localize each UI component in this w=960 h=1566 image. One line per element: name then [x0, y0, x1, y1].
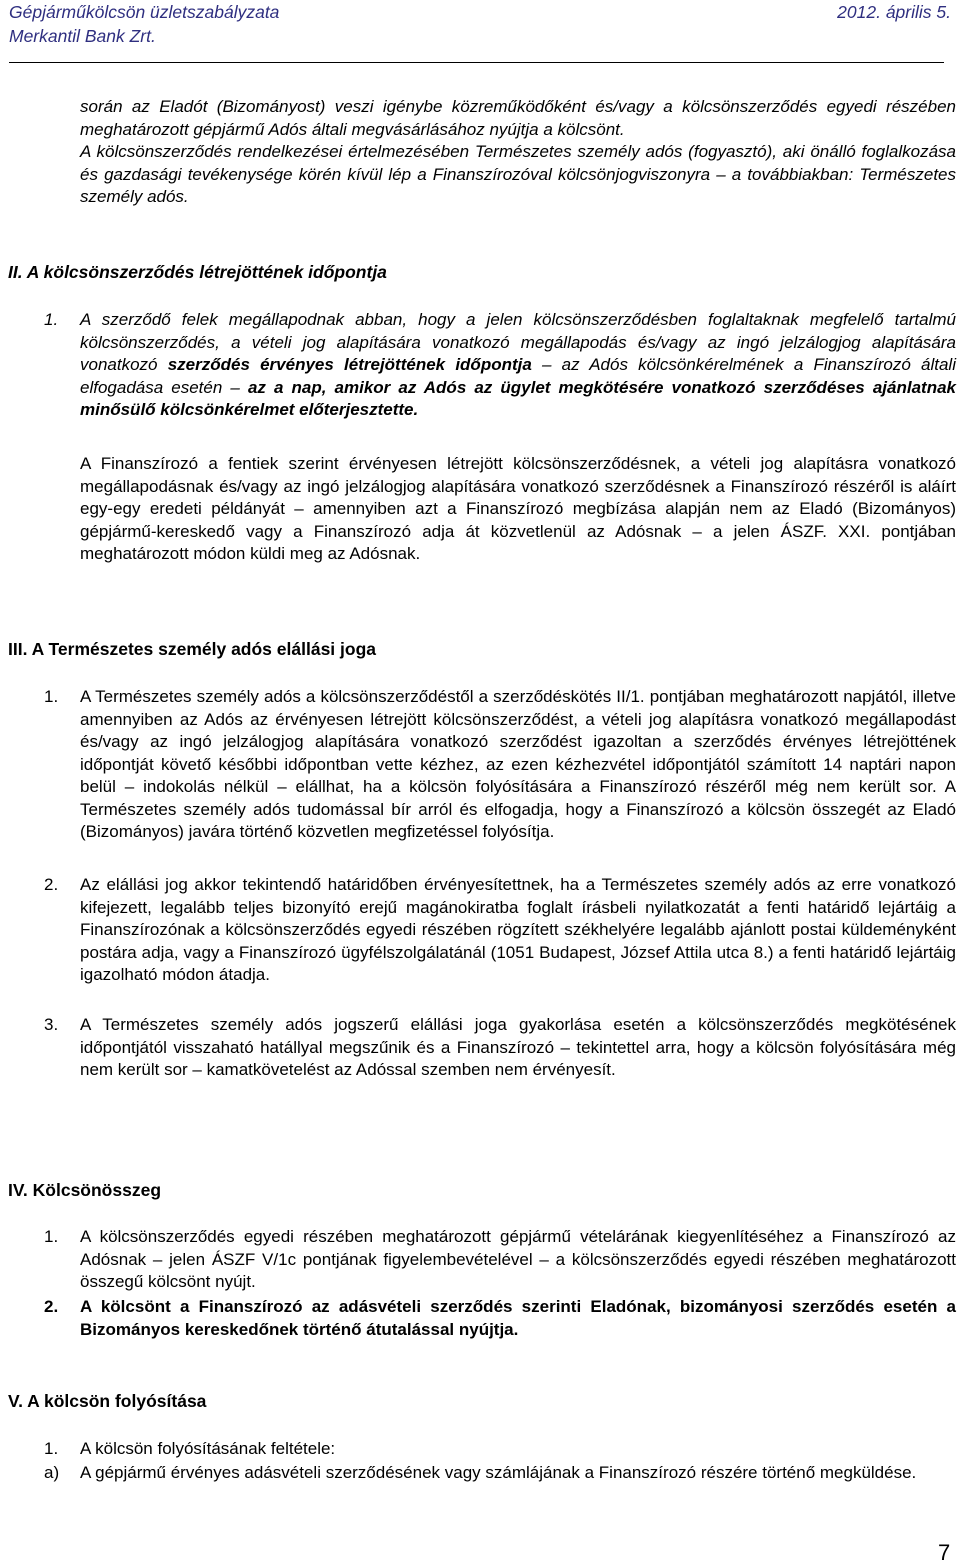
s2-p1-text-d: az a nap, amikor az Adós az ügylet megkötésére vonatkozó szerződéses ajánlatnak minősülő kölcsönkérelmet előterjesztette.	[80, 377, 956, 419]
s4-item-1-number: 1.	[44, 1227, 59, 1246]
s3-item-1-text: A Természetes személy adós a kölcsönszerződéstől a szerződéskötés II/1. pontjában meghatározott napjától, illetve amennyiben az Adós az érvényesen létrejött kölcsönszerződést, a vételi jog alapításra vonatkozó megállapodást és/vagy az ingó jelzálogjog alapítására vonatkozó szerződést igazoltan a szerződés érvényes létrejöttének időpontját követő későbbi időpontban vette kézhez, az ezen kézhezvétel időpontjától számított 14 naptári napon belül – indokolás nélkül – elállhat, ha a kölcsön folyósítására a Finanszírozó részéről még nem került sor. A Természetes személy adós tudomással bír arról és elfogadja, hogy a Finanszírozó a kölcsön összegét az Eladó (Bizományos) javára történő közvetlen megfizetéssel folyósítja.	[80, 687, 956, 841]
intro-paragraph-1: során az Eladót (Bizományost) veszi igénybe közreműködőként és/vagy a kölcsönszerződés egyedi részében meghatározott gépjármű Adós általi megvásárlásához nyújtja a kölcsönt.	[80, 97, 956, 139]
header-row-1	[9, 0, 951, 24]
section-2-paragraph-1	[80, 309, 956, 422]
s4-item-2-text: A kölcsönt a Finanszírozó az adásvételi szerződés szerinti Eladónak, bizományosi szerződés esetén a Bizományos kereskedőnek történő átutalással nyújtja.	[80, 1297, 956, 1339]
s5-item-a-text: A gépjármű érvényes adásvételi szerződésének vagy számlájának a Finanszírozó részére történő megküldése.	[80, 1463, 917, 1482]
document-date: 2012. április 5.	[837, 2, 951, 22]
bank-name: Merkantil Bank Zrt.	[9, 26, 156, 46]
header-divider	[9, 62, 944, 63]
page-header	[9, 0, 951, 48]
section-2-paragraph-2: A Finanszírozó a fentiek szerint érvényesen létrejött kölcsönszerződésnek, a vételi jog alapításra vonatkozó megállapodásnak és/vagy az ingó jelzálogjog alapítására vonatkozó szerződésnek a Finanszírozó részéről is aláírt egy-egy eredeti példányát – amennyiben azt a Finanszírozó megbízása alapján nem az Eladó (Bizományos) gépjármű-kereskedő vagy a Finanszírozó adja át közvetlenül az Adósnak – a jelen ÁSZF. XXI. pontjában meghatározott módon küldi meg az Adósnak.	[80, 454, 956, 563]
header-row-2	[9, 24, 951, 48]
section-2-heading: II. A kölcsönszerződés létrejöttének időpontja	[8, 262, 387, 282]
section-4-heading: IV. Kölcsönösszeg	[8, 1180, 162, 1200]
page-number: 7	[938, 1540, 951, 1565]
section-3-heading: III. A Természetes személy adós elállási joga	[8, 639, 376, 659]
s3-item-2-number: 2.	[44, 875, 59, 894]
s5-item-1-number: 1.	[44, 1439, 59, 1458]
document-title: Gépjárműkölcsön üzletszabályzata	[9, 2, 280, 22]
section-5-heading: V. A kölcsön folyósítása	[8, 1391, 207, 1411]
section-2-item-number: 1.	[44, 310, 59, 329]
s5-item-1-text: A kölcsön folyósításának feltétele:	[80, 1439, 336, 1458]
intro-paragraph-2: A kölcsönszerződés rendelkezései értelmezésében Természetes személy adós (fogyasztó), aki önálló foglalkozása és gazdasági tevékenysége körén kívül lép a Finanszírozóval kölcsönjogviszonyra – a továbbiakban: Természetes személy adós.	[80, 142, 956, 206]
s3-item-3-number: 3.	[44, 1015, 59, 1034]
s2-p1-text-c: – az Adós kölcsönkérelmének a Finanszírozó általi elfogadása esetén –	[80, 355, 956, 397]
s3-item-3-text: A Természetes személy adós jogszerű elállási joga gyakorlása esetén a kölcsönszerződés megkötésének időpontjától visszaható hatállyal megszűnik és a Finanszírozó – tekintettel arra, hogy a kölcsön folyósítására még nem került sor – kamatkövetelést az Adóssal szemben nem érvényesít.	[80, 1015, 956, 1079]
s2-p1-text-a: A szerződő felek megállapodnak abban, hogy a jelen kölcsönszerződésben foglaltaknak megfelelő tartalmú kölcsönszerződés, a vételi jog alapítására vonatkozó megállapodás és/vagy az ingó jelzálogjog alapítására vonatkozó	[80, 310, 956, 374]
s2-p1-text-b: szerződés érvényes létrejöttének időpontja	[167, 355, 532, 374]
s5-item-a-label: a)	[44, 1463, 60, 1482]
s3-item-2-text: Az elállási jog akkor tekintendő határidőben érvényesítettnek, ha a Természetes személy adós az erre vonatkozó kifejezett, legalább teljes bizonyító erejű magánokiratba foglalt írásbeli nyilatkozatát a fenti határidő lejártáig a Finanszírozónak a kölcsönszerződés egyedi részében rögzített székhelyére legalább ajánlott postai küldeményként postára adja, vagy a Finanszírozó ügyfélszolgálatánál (1051 Budapest, József Attila utca 8.) a fenti határidő lejártáig igazolható módon átadja.	[80, 875, 956, 984]
s3-item-1-number: 1.	[44, 687, 59, 706]
s4-item-1-text: A kölcsönszerződés egyedi részében meghatározott gépjármű vételárának kiegyenlítéséhez a Finanszírozó az Adósnak – jelen ÁSZF V/1c pontjának figyelembevételével – a kölcsönszerződés egyedi részében meghatározott összegű kölcsönt nyújt.	[80, 1227, 956, 1291]
s4-item-2-number: 2.	[44, 1297, 59, 1316]
